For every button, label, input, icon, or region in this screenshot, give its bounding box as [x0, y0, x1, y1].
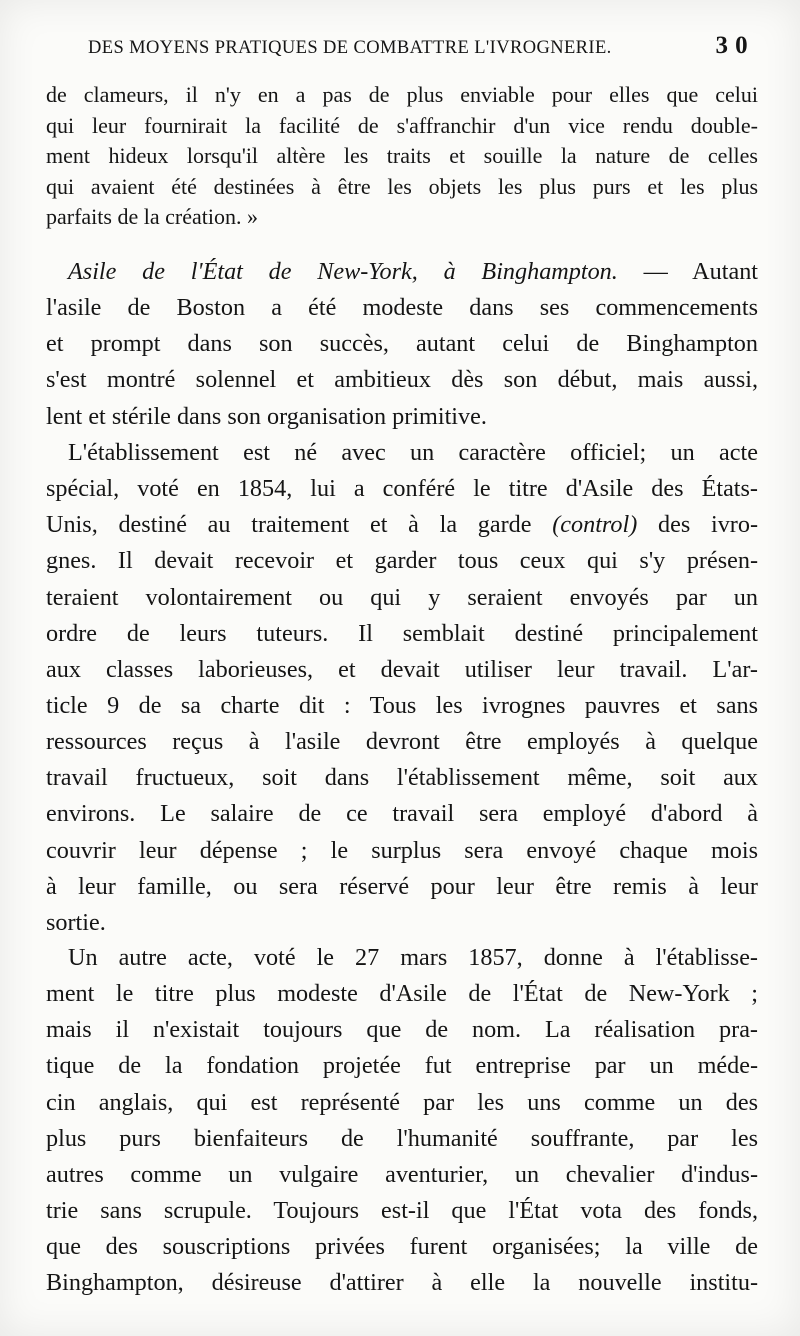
- text-line: qui avaient été destinées à être les objets les plus purs et les plus: [46, 173, 758, 199]
- running-head: [88, 32, 748, 59]
- text-line: s'est montré solennel et ambitieux dès son début, mais aussi,: [46, 366, 758, 394]
- text-line: qui leur fournirait la facilité de s'affranchir d'un vice rendu double-: [46, 112, 758, 138]
- text-line: parfaits de la création. »: [46, 204, 258, 230]
- text-line: couvrir leur dépense ; le surplus sera envoyé chaque mois: [46, 836, 758, 864]
- running-title: DES MOYENS PRATIQUES DE COMBATTRE L'IVROGNERIE.: [88, 38, 612, 58]
- text-line: ment hideux lorsqu'il altère les traits et souille la nature de celles: [46, 143, 758, 169]
- text-line: ment le titre plus modeste d'Asile de l'État de New-York ;: [46, 980, 758, 1008]
- text-line: ticle 9 de sa charte dit : Tous les ivrognes pauvres et sans: [46, 691, 758, 719]
- paragraph-establishment: [46, 435, 758, 941]
- section-heading: Asile de l'État de New-York, à Binghampton.: [68, 258, 618, 285]
- text-line: ressources reçus à l'asile devront être employés à quelque: [46, 728, 758, 756]
- italic-term: (control): [552, 511, 638, 539]
- page-number: 3 0: [715, 32, 748, 59]
- text-line: l'asile de Boston a été modeste dans ses commencements: [46, 294, 758, 322]
- text-fragment: — Autant: [643, 258, 759, 285]
- text-line: spécial, voté en 1854, lui a conféré le titre d'Asile des États-: [46, 475, 758, 503]
- text-line: à leur famille, ou sera réservé pour leur être remis à leur: [46, 872, 758, 900]
- text-line: environs. Le salaire de ce travail sera employé d'abord à: [46, 800, 758, 828]
- text-line: que des souscriptions privées furent organisées; la ville de: [46, 1233, 758, 1261]
- text-line: tique de la fondation projetée fut entreprise par un méde-: [46, 1052, 758, 1080]
- text-line: Binghampton, désireuse d'attirer à elle la nouvelle institu-: [46, 1269, 758, 1297]
- text-line: autres comme un vulgaire aventurier, un chevalier d'indus-: [46, 1160, 758, 1188]
- paragraph-binghampton-intro: [46, 254, 758, 435]
- text-line: ordre de leurs tuteurs. Il semblait destiné principalement: [46, 619, 758, 647]
- text-line: sortie.: [46, 908, 106, 936]
- text-line: cin anglais, qui est représenté par les uns comme un des: [46, 1088, 758, 1116]
- paragraph-second-act: [46, 940, 758, 1301]
- text-line: de clameurs, il n'y en a pas de plus enviable pour elles que celui: [46, 82, 758, 107]
- text-line: lent et stérile dans son organisation primitive.: [46, 402, 487, 430]
- text-line: gnes. Il devait recevoir et garder tous ceux qui s'y présen-: [46, 547, 758, 575]
- text-line: [46, 254, 758, 290]
- text-fragment: des ivro-: [658, 511, 759, 539]
- text-fragment: Unis, destiné au traitement et à la garde: [46, 511, 532, 539]
- text-line: plus purs bienfaiteurs de l'humanité souffrante, par les: [46, 1124, 758, 1152]
- text-line: teraient volontairement ou qui y seraient envoyés par un: [46, 583, 758, 611]
- text-line: travail fructueux, soit dans l'établissement même, soit aux: [46, 764, 758, 792]
- text-line: et prompt dans son succès, autant celui de Binghampton: [46, 330, 758, 358]
- text-line: [46, 507, 758, 543]
- text-line: L'établissement est né avec un caractère officiel; un acte: [68, 439, 758, 466]
- text-line: Un autre acte, voté le 27 mars 1857, donne à l'établisse-: [68, 944, 758, 971]
- text-line: mais il n'existait toujours que de nom. La réalisation pra-: [46, 1016, 758, 1044]
- text-line: aux classes laborieuses, et devait utiliser leur travail. L'ar-: [46, 655, 758, 683]
- text-line: trie sans scrupule. Toujours est-il que l'État vota des fonds,: [46, 1196, 758, 1224]
- paragraph-quote-end: [46, 80, 758, 233]
